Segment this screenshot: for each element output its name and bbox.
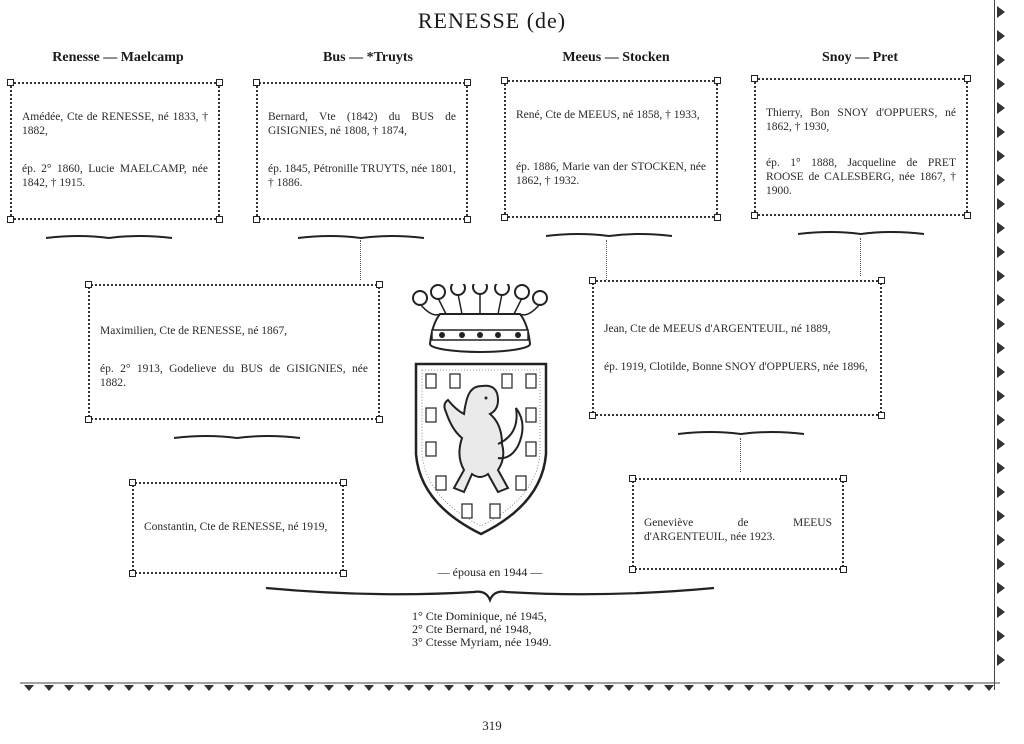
child-text-2: Geneviève de MEEUS d'ARGENTEUIL, née 1923.	[644, 517, 832, 543]
family-heading-renesse-maelcamp: Renesse — Maelcamp	[52, 50, 184, 65]
child-box-constantin	[132, 482, 344, 574]
ancestor-box-snoy	[754, 78, 968, 216]
parent-box-renesse	[88, 284, 380, 420]
ancestor-text-4: Thierry, Bon SNOY d'OPPUERS, né 1862, † 1930,	[766, 107, 956, 133]
page-number: 319	[482, 718, 502, 733]
ancestor-box-bus	[256, 82, 468, 220]
ancestor-text-1: Amédée, Cte de RENESSE, né 1833, † 1882,	[22, 111, 208, 137]
marriage-caption: — épousa en 1944 —	[437, 565, 543, 579]
child-entry: 1° Cte Dominique, né 1945,	[412, 609, 547, 623]
spouse-text-4: ép. 1° 1888, Jacqueline de PRET ROOSE de CALESBERG, née 1867, † 1900.	[766, 157, 956, 197]
connector-line	[860, 238, 861, 276]
children-list	[412, 610, 551, 649]
parent-text-2: Jean, Cte de MEEUS d'ARGENTEUIL, né 1889,	[604, 323, 831, 335]
decorative-border-bottom	[20, 682, 1000, 692]
child-entry: 3° Ctesse Myriam, née 1949.	[412, 635, 552, 649]
swash-ornament-5	[172, 428, 302, 444]
parent-spouse-text-2: ép. 1919, Clotilde, Bonne SNOY d'OPPUERS, née 1896,	[604, 361, 868, 373]
spouse-text-2: ép. 1845, Pétronille TRUYTS, née 1801, † 1886.	[268, 163, 456, 189]
swash-ornament-1	[44, 228, 174, 244]
lion-shield-icon	[416, 364, 546, 534]
swash-ornament-3	[544, 226, 674, 242]
coronet-icon	[413, 284, 547, 352]
parent-spouse-text-1: ép. 2° 1913, Godelieve du BUS de GISIGNIES, née 1882.	[100, 363, 368, 389]
spouse-text-3: ép. 1886, Marie van der STOCKEN, née 1862, † 1932.	[516, 161, 706, 187]
decorative-border-right	[994, 0, 1007, 690]
swash-ornament-2	[296, 228, 426, 244]
family-heading-meeus-stocken: Meeus — Stocken	[562, 50, 670, 65]
ancestor-box-meeus	[504, 80, 718, 218]
child-box-genevieve	[632, 478, 844, 570]
family-heading-snoy-pret: Snoy — Pret	[822, 50, 898, 65]
ancestor-text-2: Bernard, Vte (1842) du BUS de GISIGNIES, né 1808, † 1874,	[268, 111, 456, 137]
connector-line	[360, 240, 361, 280]
child-text-1: Constantin, Cte de RENESSE, né 1919,	[144, 521, 328, 533]
ancestor-text-3: René, Cte de MEEUS, né 1858, † 1933,	[516, 109, 700, 121]
connector-line	[740, 438, 741, 472]
parent-text-1: Maximilien, Cte de RENESSE, né 1867,	[100, 325, 288, 337]
swash-ornament-6	[676, 424, 806, 440]
parent-box-meeus	[592, 280, 882, 416]
coat-of-arms	[402, 284, 562, 540]
connector-line	[606, 240, 607, 280]
swash-ornament-4	[796, 224, 926, 240]
marriage-brace	[264, 580, 716, 604]
family-heading-bus-truyts: Bus — *Truyts	[323, 50, 413, 65]
page-title: RENESSE (de)	[417, 8, 567, 33]
ancestor-box-renesse	[10, 82, 220, 220]
child-entry: 2° Cte Bernard, né 1948,	[412, 622, 532, 636]
spouse-text-1: ép. 2° 1860, Lucie MAELCAMP, née 1842, † 1915.	[22, 163, 208, 189]
